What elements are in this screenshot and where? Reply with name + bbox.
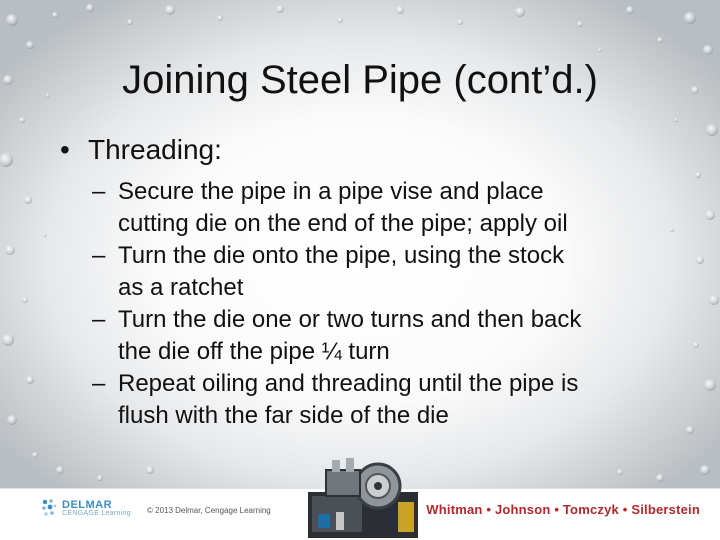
sub-bullet-line: Turn the die one or two turns and then back	[118, 306, 582, 333]
sub-bullet-list	[92, 176, 678, 432]
publisher-name: DELMAR	[62, 499, 113, 511]
sub-bullet-marker: –	[92, 242, 106, 269]
sub-bullet-line: Turn the die onto the pipe, using the stock	[118, 242, 565, 269]
sub-bullet-marker: –	[92, 178, 106, 205]
sub-bullet-item	[92, 368, 678, 432]
sub-bullet-item	[92, 176, 678, 240]
publisher-subtitle: CENGAGE Learning	[62, 510, 131, 517]
sub-bullet-line: the die off the pipe ¼ turn	[118, 338, 390, 365]
delmar-logo-icon	[40, 497, 58, 519]
sub-bullet-line: as a ratchet	[118, 274, 244, 301]
sub-bullet-item	[92, 304, 678, 368]
sub-bullet-line: flush with the far side of the die	[118, 402, 449, 429]
copyright-text: © 2013 Delmar, Cengage Learning	[147, 506, 271, 515]
bullet-marker: •	[60, 134, 70, 165]
sub-bullet-line: Secure the pipe in a pipe vise and place	[118, 178, 544, 205]
sub-bullet-marker: –	[92, 306, 106, 333]
sub-bullet-item	[92, 240, 678, 304]
sub-bullet-marker: –	[92, 370, 106, 397]
sub-bullet-line: Repeat oiling and threading until the pipe is	[118, 370, 579, 397]
main-bullet	[60, 134, 222, 166]
slide-title: Joining Steel Pipe (cont’d.)	[122, 58, 598, 102]
main-bullet-text: Threading:	[88, 134, 222, 165]
sub-bullet-line: cutting die on the end of the pipe; apply oil	[118, 210, 568, 237]
compressor-machine-icon	[298, 452, 428, 540]
authors-text: Whitman • Johnson • Tomczyk • Silberstein	[426, 502, 700, 517]
